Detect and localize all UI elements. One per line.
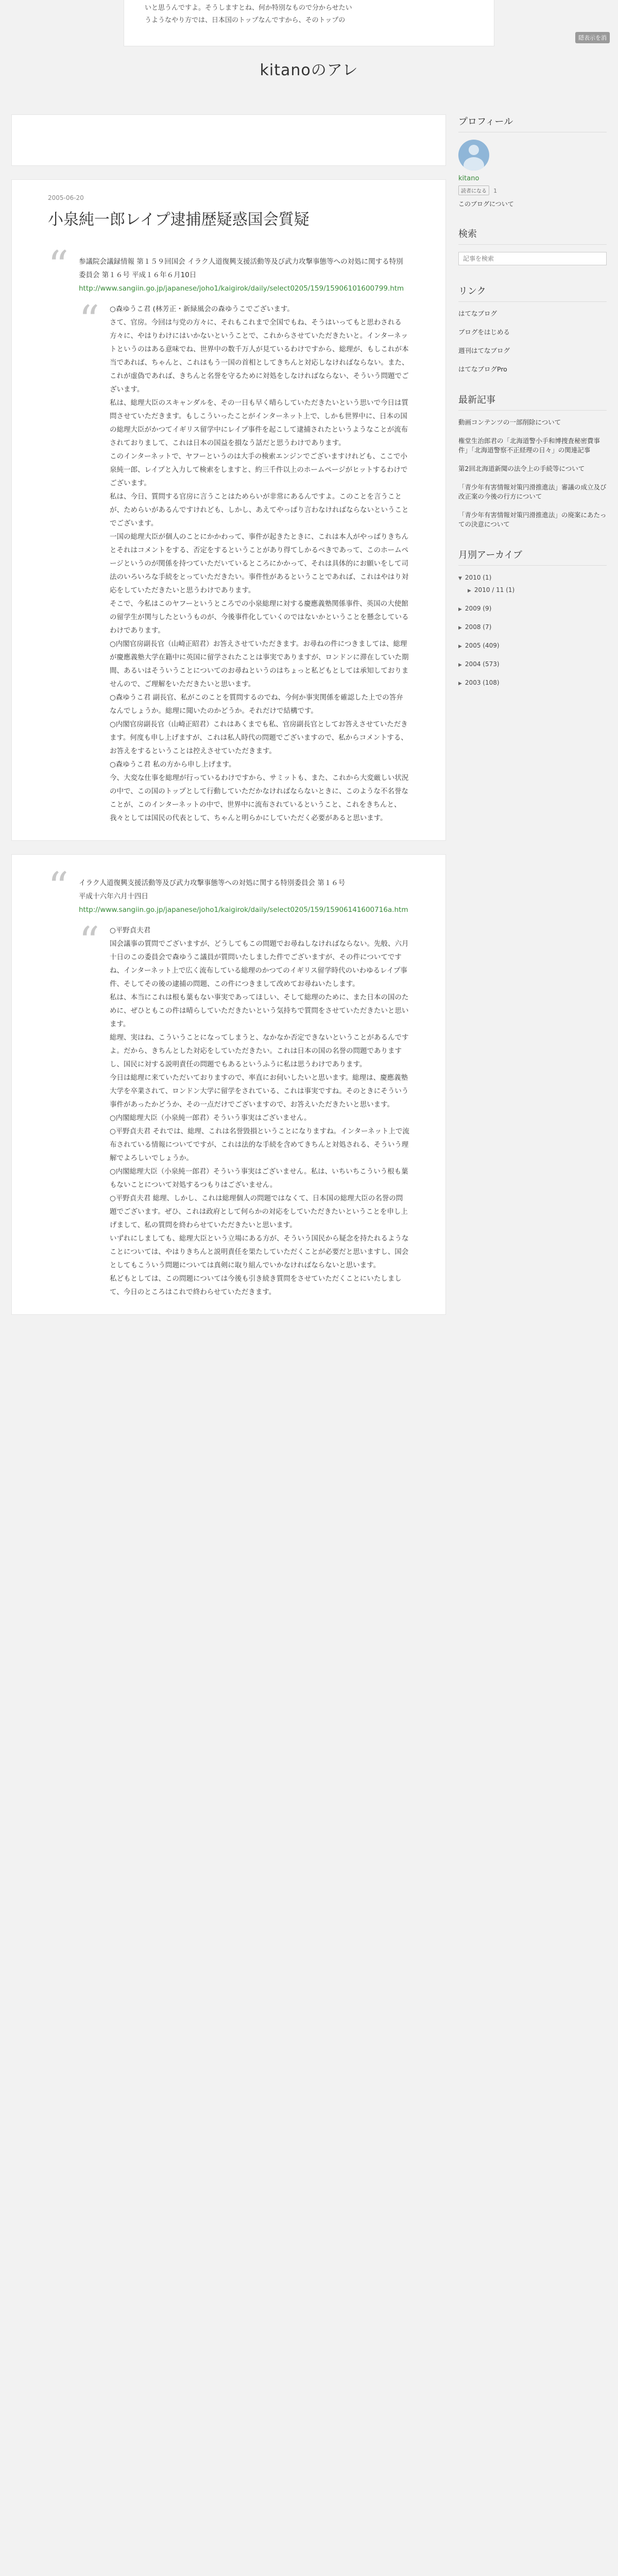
archive-label: 2008 (7)	[465, 623, 492, 631]
entry	[11, 179, 446, 841]
ad-box	[11, 114, 446, 166]
quote-paragraph: 今日は総理に来ていただいておりますので、率直にお伺いしたいと思います。総理は、慶應義塾大学を卒業されて、ロンドン大学に留学をされている、これは事実ですね。そのときにそういう事件があったかどうか、その一点だけでございますので、お答えいただきたいと思います。	[110, 1074, 409, 1109]
entry-title[interactable]: 小泉純一郎レイプ逮捕歴疑惑国会質疑	[48, 211, 310, 229]
subscribe-button[interactable]: 読者になる	[458, 185, 489, 195]
expand-triangle-icon[interactable]: ▶	[458, 681, 462, 686]
avatar[interactable]	[458, 140, 489, 171]
quote-paragraph: 私は、今日、質問する官房に言うことはためらいが非常にあるんですよ。このことを言うことが、ためらいがあるんですけれども、しかし、あえてやっぱり言わなければならないということでございます。	[110, 493, 409, 528]
entry	[11, 854, 446, 1315]
archive-section	[458, 548, 607, 688]
nested-blockquote	[79, 920, 409, 1299]
archive-item[interactable]	[458, 585, 607, 596]
blockquote	[48, 864, 409, 1299]
quote-paragraph: 一国の総理大臣が個人のことにかかわって、事件が起きたときに、これは本人がやっぱりきちんとそれはコメントをする、否定をするということがあり得てしかるべきであって、このホームページというのが関係を持つていただいているところにかかって、それは具体的にお願いをして司法のいろいろな手続をとっていただきたい。事件性があるということであれば、これはやはり対応をしていただきたいと思うわけであります。	[110, 533, 409, 595]
speaker: ○平野貞夫君	[110, 926, 151, 935]
links-heading: リンク	[458, 284, 607, 302]
expand-triangle-icon[interactable]: ▶	[458, 644, 462, 649]
quote-mark-icon: “	[79, 919, 99, 965]
archive-item[interactable]	[458, 659, 607, 670]
expand-triangle-icon[interactable]: ▼	[458, 576, 462, 581]
links-section	[458, 284, 607, 374]
entry-body	[48, 243, 409, 825]
search-heading: 検索	[458, 227, 607, 245]
search-section	[458, 227, 607, 265]
link-item[interactable]: はてなブログ	[458, 310, 497, 317]
recent-item[interactable]: 「青少年有害情報対策円滑推進法」審議の成立及び改正案の今後の行方について	[458, 483, 607, 500]
quote-paragraph: このインターネットで、ヤフーというのは大手の検索エンジンでございますけれども、ここで小泉純一郎、レイプと入力して検索をしますと、約三千件以上のホームページがヒットするわけでございます。	[110, 452, 408, 487]
quote-paragraph: 私は、本当にこれは根も葉もない事実であってほしい、そして総理のために、また日本の国のために、ぜひともこの件は晴らしていただきたいという気持ちで質問をさせていただきたいと思います。	[110, 993, 409, 1028]
entry-body	[48, 864, 409, 1299]
sidebar	[458, 114, 607, 707]
notice-line-1: いと思うんですよ。そうしますとね、何か特別なもので分からせたい	[145, 4, 352, 12]
profile-section	[458, 114, 607, 208]
quote-paragraph: 私どもとしては、この問題については今後も引き続き質問をさせていただくことにいたしまして、今日のところはこれで終わらせていただきます。	[110, 1275, 402, 1296]
hide-notice-button[interactable]: 隠表示を消	[575, 32, 610, 43]
main-column	[11, 114, 446, 1315]
profile-heading: プロフィール	[458, 114, 607, 132]
quote-source: 参議院会議録情報 第１５９回国会 イラク人道復興支援活動等及び武力攻撃事態等への対処に関する特別委員会 第１６号 平成１６年６月10日	[79, 258, 403, 279]
quote-paragraph: ○内閣官房副長官（山崎正昭君）これはあくまでも私、官房副長官としてお答えさせていただきます。何度も申し上げますが、これは私人時代の問題でございますので、私からコメントする、お答えをするということは控えさせていただきます。	[110, 720, 408, 755]
archive-label: 2004 (573)	[465, 660, 500, 668]
quote-paragraph: 総理、実はね、こういうことになってしまうと、なかなか否定できないということがあるんですよ。だから、きちんとした対応をしていただきたい。これは日本の国の名誉の問題でありますし、国民に対する説明責任の問題でもあるというふうに私は思うわけであります。	[110, 1033, 409, 1069]
archive-label: 2010 (1)	[465, 574, 492, 581]
quote-paragraph: ○内閣総理大臣（小泉純一郎君）そういう事実はございません。私は、いちいちこういう根も葉もないことについて対処するつもりはございません。	[110, 1167, 408, 1189]
archive-heading: 月別アーカイブ	[458, 548, 607, 566]
notice-line-2: うようなやり方では、日本国のトップなんですから、そのトップの	[145, 16, 346, 24]
quote-paragraph: さて、官房。今回は与党の方々に、それもこれまで全国でもね、そうはいってもと思わされる方々に、やはりわけにはいかないということで、これからさせていただきたいと。インターネットというのはある意味でね、世界中の数千万人が見ているわけですから、総理が、もしこれが本当であれば、ちゃんと、これはもう一国の首相としてきちんと対応しなければならない。また、これが虚偽であれば、きちんと名誉を守るために対処をしなければならない、そういう問題でございます。	[110, 318, 409, 394]
about-blog-link[interactable]: このブログについて	[458, 200, 514, 208]
archive-label: 2010 / 11 (1)	[474, 586, 515, 594]
link-item[interactable]: はてなブログPro	[458, 365, 507, 373]
recent-list	[458, 418, 607, 529]
archive-item[interactable]	[458, 573, 607, 583]
quote-mark-icon: “	[48, 864, 68, 910]
quote-paragraph: ○内閣総理大臣（小泉純一郎君）そういう事実はございません。	[110, 1114, 311, 1122]
quote-paragraph: いずれにしましても、総理大臣という立場にある方が、そういう国民から疑念を持たれるようなことについては、やはりきちんと説明責任を果たしていただくことが必要だと思いますし、国会としてもこういう問題については真剣に取り組んでいかなければならないと思います。	[110, 1234, 409, 1269]
expand-triangle-icon[interactable]: ▶	[458, 625, 462, 631]
site-header	[0, 49, 618, 100]
nested-blockquote	[79, 298, 409, 825]
expand-triangle-icon[interactable]: ▶	[458, 607, 462, 612]
quote-paragraph: 国会議事の質問でございますが、どうしてもこの問題でお尋ねしなければならない。先般、六月十日のこの委員会で森ゆうこ議員が質問いたしました件でございますが、その件についてですね、インターネット上で広く流布している総理のかつてのイギリス留学時代のいわゆるレイプ事件、そしてその後の逮捕の問題、この件につきまして改めてお尋ねいたします。	[110, 940, 409, 988]
quote-link[interactable]: http://www.sangiin.go.jp/japanese/joho1/kaigirok/daily/select0205/159/15906101600799.htm	[79, 284, 404, 293]
expand-triangle-icon[interactable]: ▶	[458, 663, 462, 668]
expand-triangle-icon[interactable]: ▶	[468, 588, 471, 594]
quote-link[interactable]: http://www.sangiin.go.jp/japanese/joho1/kaigirok/daily/select0205/159/15906141600716a.htm	[79, 906, 408, 914]
quote-mark-icon: “	[48, 243, 68, 289]
links-list	[458, 309, 607, 374]
archive-item[interactable]	[458, 622, 607, 633]
quote-paragraph: そこで、今私はこのヤフーというところでの小泉総理に対する慶應義塾関係事件、英国の大使館の留学生が関与したというものが、今後事件化していくのではないかということを懸念しているわけであります。	[110, 600, 409, 635]
quote-paragraph: 私は、総理大臣のスキャンダルを、その一日も早く晴らしていただきたいという思いで今日は質問させていただきます。もしこういったことがインターネット上で、しかも世界中に、日本の国の総理大臣がかつてイギリス留学中にレイプ事件を起こして逮捕されたというようなことが流布されておりまして、これは日本の国益を損なう話だと思うわけであります。	[110, 399, 408, 447]
quote-source: イラク人道復興支援活動等及び武力攻撃事態等への対処に関する特別委員会 第１６号	[79, 879, 346, 887]
recent-item[interactable]: 「青少年有害情報対策円滑推進法」の廃案にあたっての決意について	[458, 511, 607, 528]
quote-paragraph: ○森ゆうこ君 副長官、私がこのことを質問するのでね、今何か事実関係を確認した上での答弁なんでしょうか。総理に聞いたのかどうか。それだけで結構です。	[110, 693, 403, 715]
recent-item[interactable]: 動画コンテンツの一部削除について	[458, 418, 561, 426]
entry-date[interactable]: 2005-06-20	[48, 194, 84, 201]
site-title[interactable]: kitanoのアレ	[260, 61, 358, 79]
recent-item[interactable]: 第2回北海道新聞の法令上の手続等について	[458, 465, 585, 472]
archive-item[interactable]	[458, 678, 607, 688]
archive-label: 2009 (9)	[465, 605, 492, 612]
quote-paragraph: ○内閣官房副長官（山崎正昭君）お答えさせていただきます。お尋ねの件につきましては、総理が慶應義塾大学在籍中に英国に留学されたことは事実でありますが、ロンドンに滞在していた期間、あるいはそういうことについてのお尋ねというのはちょっと私どもとしては承知しておりませんので、ご理解をいただきたいと思います。	[110, 640, 409, 688]
reader-count: 1	[493, 188, 497, 194]
archive-label: 2005 (409)	[465, 642, 500, 649]
quote-paragraph: ○平野貞夫君 それでは、総理、これは名誉毀損ということになりますね。インターネット上で流布されている情報についてですが、これは法的な手続を含めてきちんと対処される、そういう理解でよろしいでしょうか。	[110, 1127, 409, 1162]
search-input[interactable]	[463, 255, 602, 262]
recent-heading: 最新記事	[458, 393, 607, 411]
blockquote	[48, 243, 409, 825]
link-item[interactable]: ブログをはじめる	[458, 328, 510, 336]
archive-item[interactable]	[458, 641, 607, 651]
archive-item[interactable]	[458, 604, 607, 614]
quote-mark-icon: “	[79, 297, 99, 344]
recent-item[interactable]: 権堂生治郎君の「北海道警小手和博捜査秘密費事件」「北海道警察不正経理の日々」の関連記事	[458, 437, 600, 454]
search-box	[458, 252, 607, 265]
top-notice	[124, 0, 494, 46]
quote-paragraph: ○森ゆうこ君 (林芳正・新緑風会の森ゆうこでございます。	[110, 305, 294, 313]
recent-section	[458, 393, 607, 529]
link-item[interactable]: 週刊はてなブログ	[458, 347, 510, 354]
quote-paragraph: ○平野貞夫君 総理、しかし、これは総理個人の問題ではなくて、日本国の総理大臣の名誉の問題でございます。ぜひ、これは政府として何らかの対応をしていただきたいということを申し上げまして、私の質問を終わらせていただきたいと思います。	[110, 1194, 408, 1229]
top-strip	[0, 0, 618, 49]
quote-paragraph: 今、大変な仕事を総理が行っているわけですから、サミットも、また、これから大変厳しい状況の中で、この国のトップとして行動していただかなければならないときに、このような不名誉なことが、このインターネットの中で、世界中に流布されているということ、これをきちんと、我々としては国民の代表として、ちゃんと明らかにしていただく必要があると思います。	[110, 774, 409, 822]
archive-list	[458, 573, 607, 688]
archive-label: 2003 (108)	[465, 679, 500, 686]
profile-name[interactable]: kitano	[458, 175, 479, 182]
quote-date: 平成十六年六月十四日	[79, 892, 148, 901]
quote-paragraph: ○森ゆうこ君 私の方から申し上げます。	[110, 760, 236, 769]
